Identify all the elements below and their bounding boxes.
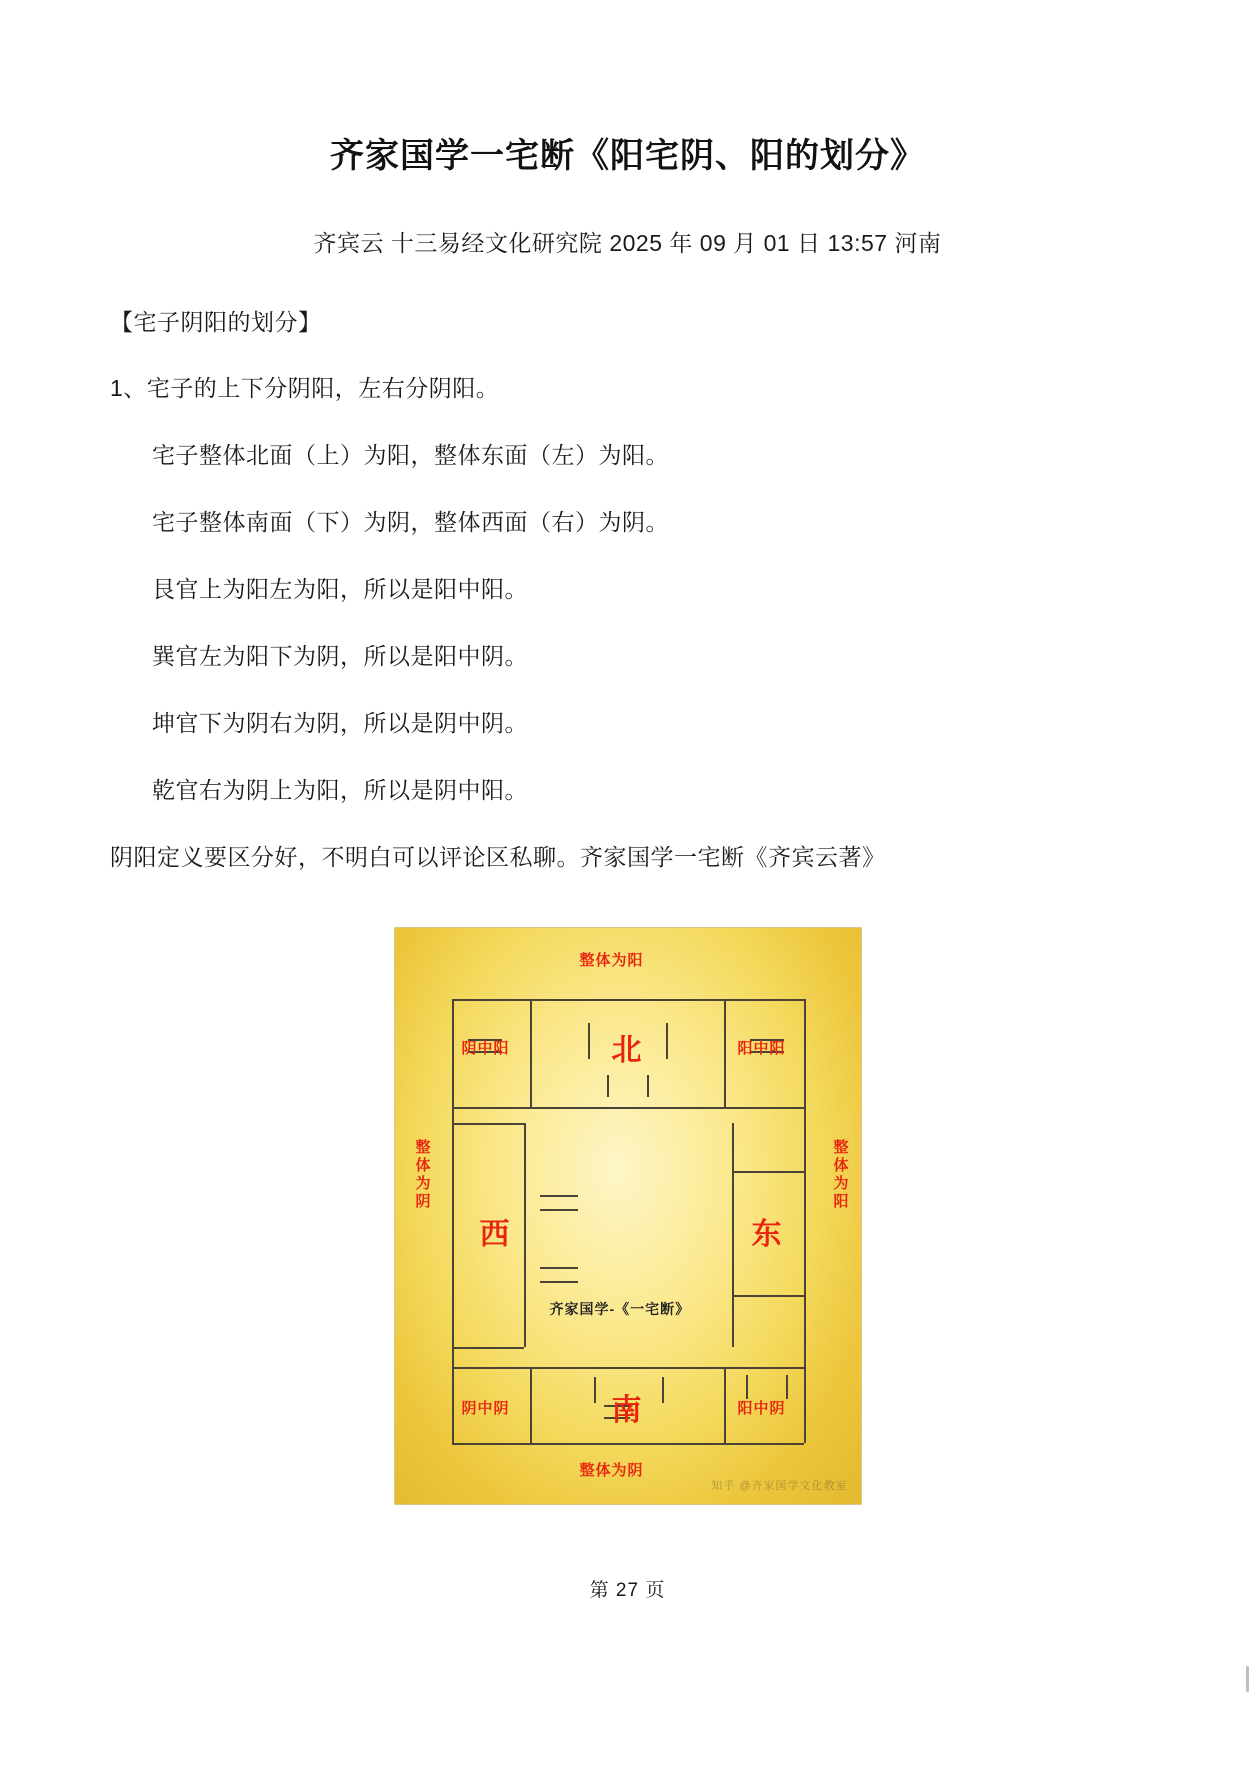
diagram-room-west-bottom bbox=[452, 1347, 524, 1349]
scrollbar-indicator[interactable] bbox=[1246, 1666, 1249, 1692]
label-direction-west: 西 bbox=[479, 1218, 512, 1252]
diagram-tick bbox=[540, 1281, 578, 1283]
paragraph: 乾官右为阴上为阳，所以是阴中阳。 bbox=[152, 777, 528, 804]
label-direction-east: 东 bbox=[751, 1218, 784, 1252]
page-title: 齐家国学一宅断《阳宅阴、阳的划分》 bbox=[330, 137, 925, 175]
diagram-tick bbox=[662, 1377, 664, 1403]
diagram-room-east-left bbox=[732, 1123, 734, 1347]
diagram-divider-ne bbox=[724, 999, 726, 1107]
diagram-tick bbox=[746, 1375, 748, 1399]
label-corner-bottom-left: 阴中阴 bbox=[461, 1400, 510, 1418]
page-number-footer: 第 27 页 bbox=[589, 1580, 666, 1602]
diagram-tick bbox=[588, 1023, 590, 1059]
watermark: 知乎 @齐家国学文化教室 bbox=[711, 1480, 848, 1493]
diagram-line-left bbox=[452, 999, 454, 1443]
diagram-tick bbox=[666, 1023, 668, 1059]
paragraph: 坤官下为阴右为阴，所以是阴中阴。 bbox=[152, 710, 528, 737]
diagram-room-west-top bbox=[452, 1123, 524, 1125]
diagram-tick bbox=[540, 1267, 578, 1269]
diagram-tick bbox=[647, 1075, 649, 1097]
diagram-line-top bbox=[452, 999, 804, 1001]
paragraph: 宅子整体北面（上）为阳，整体东面（左）为阳。 bbox=[152, 442, 669, 469]
paragraph: 1、宅子的上下分阴阳，左右分阴阳。 bbox=[110, 375, 500, 401]
diagram-tick bbox=[786, 1375, 788, 1399]
diagram-tick bbox=[540, 1195, 578, 1197]
diagram-line-south-top bbox=[452, 1367, 804, 1369]
diagram-divider-nw bbox=[530, 999, 532, 1107]
label-corner-bottom-right: 阳中阴 bbox=[737, 1400, 786, 1418]
diagram-room-east-bottom bbox=[732, 1295, 804, 1297]
diagram-divider-sw bbox=[530, 1367, 532, 1443]
paragraph: 艮官上为阳左为阳，所以是阳中阳。 bbox=[152, 576, 528, 603]
diagram-line-right bbox=[804, 999, 806, 1443]
label-overall-yin-bottom: 整体为阴 bbox=[579, 1462, 644, 1480]
label-direction-south: 南 bbox=[611, 1394, 644, 1428]
byline: 齐宾云 十三易经文化研究院 2025 年 09 月 01 日 13:57 河南 bbox=[313, 230, 942, 256]
label-corner-top-left: 阴中阳 bbox=[461, 1040, 510, 1058]
house-yin-yang-diagram bbox=[394, 927, 862, 1505]
diagram-line-bottom bbox=[452, 1443, 804, 1445]
label-corner-top-right: 阳中阳 bbox=[737, 1040, 786, 1058]
label-direction-north: 北 bbox=[611, 1034, 644, 1068]
diagram-tick bbox=[594, 1377, 596, 1403]
diagram-divider-se bbox=[724, 1367, 726, 1443]
diagram-room-west-right bbox=[524, 1123, 526, 1347]
label-overall-yin-left: 整体为阴 bbox=[413, 1139, 431, 1212]
label-overall-yang-right: 整体为阳 bbox=[831, 1139, 849, 1212]
diagram-tick bbox=[607, 1075, 609, 1097]
diagram-room-east-top bbox=[732, 1171, 804, 1173]
figure-container bbox=[110, 927, 1145, 1505]
paragraph: 阴阳定义要区分好，不明白可以评论区私聊。齐家国学一宅断《齐宾云著》 bbox=[110, 844, 886, 871]
paragraph: 巽官左为阳下为阴，所以是阳中阴。 bbox=[152, 643, 528, 670]
paragraph: 宅子整体南面（下）为阴，整体西面（右）为阴。 bbox=[152, 509, 669, 536]
label-overall-yang-top: 整体为阳 bbox=[579, 952, 644, 970]
diagram-line-north-bottom bbox=[452, 1107, 804, 1109]
section-heading: 【宅子阴阳的划分】 bbox=[110, 309, 322, 335]
figure-caption: 齐家国学-《一宅断》 bbox=[549, 1301, 691, 1318]
diagram-tick bbox=[540, 1209, 578, 1211]
